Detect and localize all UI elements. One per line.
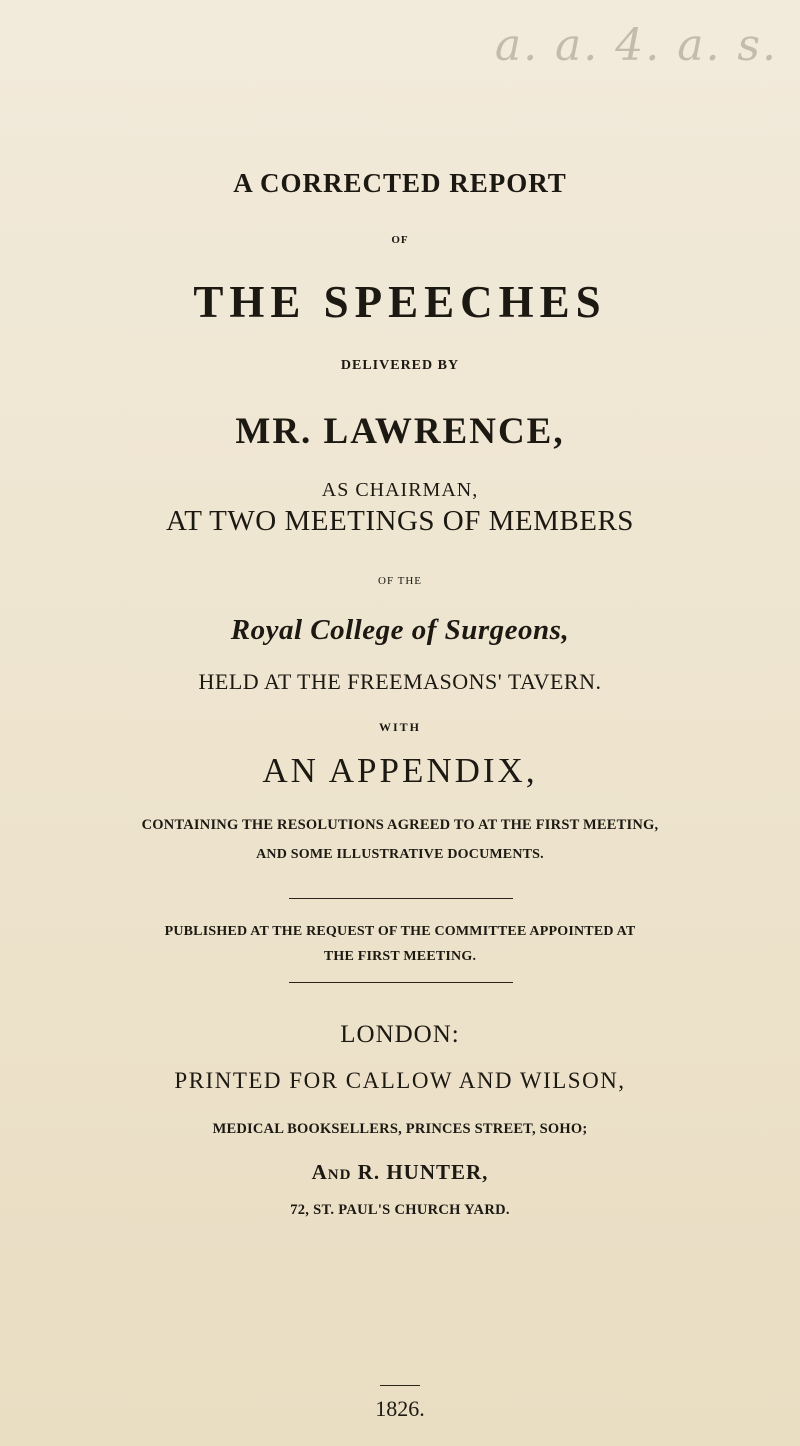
second-address: 72, ST. PAUL'S CHURCH YARD.: [290, 1202, 510, 1218]
of-the-line: OF THE: [378, 575, 422, 587]
published-line-1: PUBLISHED AT THE REQUEST OF THE COMMITTEE APPOINTED AT: [164, 924, 636, 939]
appendix-title: AN APPENDIX,: [262, 751, 538, 790]
institution-name: Royal College of Surgeons,: [230, 614, 570, 646]
printer-address: MEDICAL BOOKSELLERS, PRINCES STREET, SOHO;: [212, 1121, 588, 1137]
subject-title: THE SPEECHES: [193, 277, 607, 327]
divider-rule: [289, 982, 513, 983]
documents-line: AND SOME ILLUSTRATIVE DOCUMENTS.: [256, 847, 544, 862]
report-heading: A CORRECTED REPORT: [233, 168, 567, 198]
venue-line: HELD AT THE FREEMASONS' TAVERN.: [198, 669, 602, 694]
with-line: WITH: [378, 720, 421, 734]
divider-rule: [289, 898, 513, 899]
published-line-2: THE FIRST MEETING.: [323, 949, 477, 964]
delivered-by-line: DELIVERED BY: [340, 358, 460, 373]
divider-rule: [380, 1385, 420, 1386]
imprint-city: LONDON:: [340, 1021, 460, 1048]
meetings-line: AT TWO MEETINGS OF MEMBERS: [166, 505, 634, 537]
containing-line: CONTAINING THE RESOLUTIONS AGREED TO AT THE FIRST MEETING,: [141, 817, 659, 833]
printer-line: PRINTED FOR CALLOW AND WILSON,: [174, 1068, 626, 1093]
speaker-role: AS CHAIRMAN,: [321, 479, 479, 501]
second-printer: And R. HUNTER,: [311, 1160, 489, 1184]
publication-year: 1826.: [375, 1396, 425, 1421]
of-line: OF: [391, 234, 409, 246]
speaker-name: MR. LAWRENCE,: [235, 411, 565, 452]
shelf-mark: a. a. 4. a. s.: [494, 20, 778, 71]
